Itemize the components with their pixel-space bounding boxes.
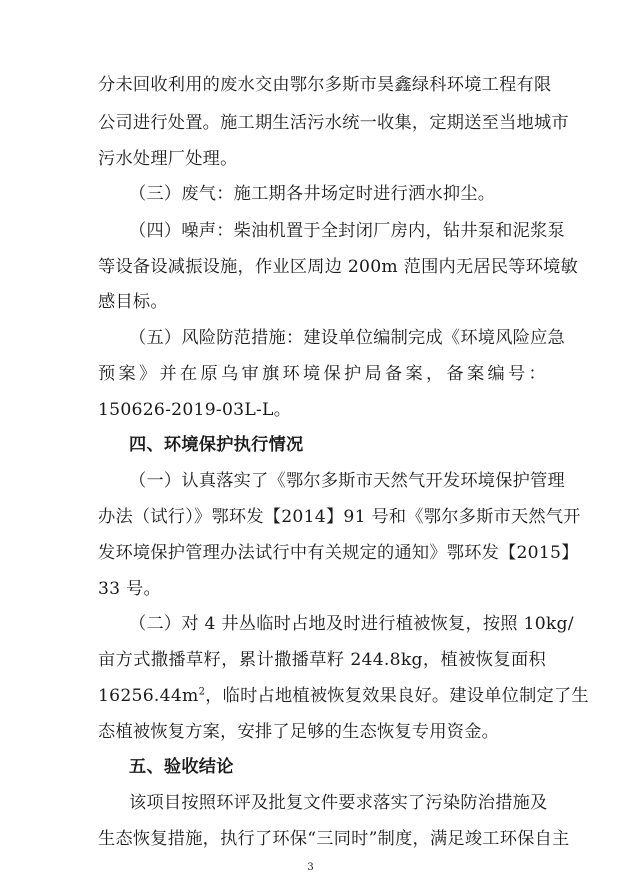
text-line: 办法（试行）》鄂环发【2014】91 号和《鄂尔多斯市天然气开 (98, 507, 581, 527)
text-line: 该项目按照环评及批复文件要求落实了污染防治措施及 (129, 793, 548, 813)
text-line: 33 号。 (98, 579, 161, 599)
text-fragment: ，临时占地植被恢复效果良好。建设单位制定了生 (205, 686, 589, 706)
text-line: 态植被恢复方案，安排了足够的生态恢复专用资金。 (98, 722, 500, 742)
text-line: 150626-2019-03L-L。 (98, 400, 292, 420)
text-line: 生态恢复措施，执行了环保“三同时”制度，满足竣工环保自主 (98, 829, 570, 849)
text-line: 公司进行处置。施工期生活污水统一收集，定期送至当地城市 (98, 113, 569, 133)
text-line: （一）认真落实了《鄂尔多斯市天然气开发环境保护管理 (129, 471, 565, 491)
text-line: 亩方式撒播草籽，累计撒播草籽 244.8kg，植被恢复面积 (98, 650, 546, 670)
superscript-2: 2 (198, 686, 206, 698)
area-value: 16256.44m (98, 686, 199, 706)
text-line: 分未回收利用的废水交由鄂尔多斯市昊鑫绿科环境工程有限 (98, 75, 552, 95)
text-line: 感目标。 (98, 292, 168, 312)
text-line (98, 684, 589, 708)
text-line: 预案》并在原乌审旗环境保护局备案，备案编号： (98, 364, 546, 384)
section-heading: 四、环境保护执行情况 (129, 435, 304, 455)
text-line: （五）风险防范措施：建设单位编制完成《环境风险应急 (129, 328, 565, 348)
text-line: 发环境保护管理办法试行中有关规定的通知》鄂环发【2015】 (98, 543, 579, 563)
text-line: （三）废气：施工期各井场定时进行洒水抑尘。 (129, 184, 496, 204)
text-line: （四）噪声：柴油机置于全封闭厂房内，钻井泵和泥浆泵 (129, 221, 565, 241)
section-heading: 五、验收结论 (129, 757, 234, 777)
text-line: 等设备设减振设施，作业区周边 200m 范围内无居民等环境敏 (98, 257, 579, 277)
text-line: （二）对 4 井丛临时占地及时进行植被恢复，按照 10kg/ (129, 614, 574, 634)
page-number: 3 (307, 862, 314, 873)
text-line: 污水处理厂处理。 (98, 149, 238, 169)
